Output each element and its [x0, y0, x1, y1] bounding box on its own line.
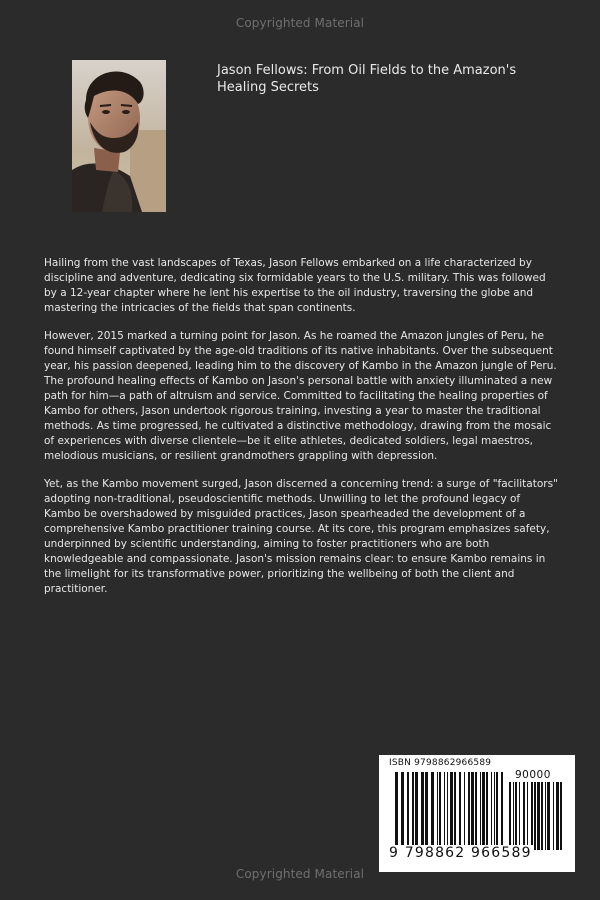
barcode-bar [523, 782, 525, 850]
barcode-bar [486, 772, 488, 850]
barcode-bar [541, 782, 543, 850]
barcode-bar [439, 772, 441, 850]
barcode-bar [482, 772, 485, 850]
barcode-bar [560, 782, 562, 850]
barcode-bar [425, 772, 428, 850]
barcode-bar [454, 772, 456, 850]
barcode-bar [437, 772, 438, 850]
barcode-bar [459, 772, 461, 850]
barcode-bar [415, 772, 418, 850]
barcode-bar [444, 772, 445, 850]
barcode-bar [471, 772, 474, 850]
barcode-bar [534, 782, 536, 850]
isbn-digits: 9 798862 966589 [389, 845, 532, 861]
isbn-barcode [379, 755, 575, 872]
barcode-bar [421, 772, 424, 850]
barcode-bar [513, 782, 514, 850]
author-photo [72, 60, 166, 212]
copyright-watermark-bottom: Copyrighted Material [235, 867, 365, 881]
barcode-bar [401, 772, 404, 850]
isbn-label: ISBN 9798862966589 [389, 758, 492, 768]
bio-paragraph: Yet, as the Kambo movement surged, Jason discerned a concerning trend: a surge of "facilitators" adopting non-traditional, pseudoscientific methods. Unwilling to let the profound legacy of Kambo be overshadowed by misguided practices, Jason spearheaded the development of a comprehensive Kambo practitioner training course. At its core, this program emphasizes safety, underpinned by scientific understanding, aiming to foster practitioners who are both knowledgeable and compassionate. Jason's mission remains clear: to ensure Kambo remains in the limelight for its transformative power, prioritizing the wellbeing of both the client and practitioner. [44, 478, 558, 595]
price-code: 90000 [515, 769, 551, 781]
barcode-bar [509, 782, 511, 850]
barcode-bar [531, 782, 533, 850]
barcode-bar [537, 782, 540, 850]
book-title: Jason Fellows: From Oil Fields to the Amazon's Healing Secrets [217, 63, 517, 95]
barcode-bar [491, 772, 492, 850]
barcode-bar [515, 782, 517, 850]
copyright-watermark-top: Copyrighted Material [235, 16, 365, 30]
barcode-bar [412, 772, 414, 850]
barcode-bar [553, 782, 554, 850]
author-portrait-image [72, 60, 166, 212]
barcode-bar [547, 782, 550, 850]
barcode-bar [464, 772, 465, 850]
barcode-bar [475, 772, 477, 850]
author-bio [44, 256, 558, 610]
barcode-bar [556, 782, 559, 850]
barcode-bar [519, 782, 520, 850]
bio-paragraph: Hailing from the vast landscapes of Texas, Jason Fellows embarked on a life characterized by discipline and adventure, dedicating six formidable years to the U.S. military. This was followed by a 12-year chapter where he lent his expertise to the oil industry, traversing the globe and mastering the intricacies of the fields that span continents. [44, 257, 546, 314]
barcode-bar [494, 772, 495, 850]
barcode-bar [545, 782, 546, 850]
bio-paragraph: However, 2015 marked a turning point for Jason. As he roamed the Amazon jungles of Peru, he found himself captivated by the age-old traditions of its native inhabitants. Over the subsequent year, his passion deepened, leading him to the discovery of Kambo in the Amazon jungle of Peru. The profound healing effects of Kambo on Jason's personal battle with anxiety illuminated a new path for him—a path of altruism and service. Committed to facilitating the healing properties of Kambo for others, Jason undertook rigorous training, investing a year to master the traditional methods. As time progressed, he cultivated a distinctive methodology, drawing from the mosaic of experiences with diverse clientele—be it elite athletes, dedicated soldiers, legal maestros, melodious musicians, or resilient grandmothers grappling with depression. [44, 330, 557, 462]
barcode-bar [480, 772, 481, 850]
barcode-bar [407, 772, 409, 850]
barcode-bar [527, 782, 528, 850]
barcode-bar [431, 772, 434, 850]
barcode-bar [496, 772, 498, 850]
barcode-bar [468, 772, 470, 850]
